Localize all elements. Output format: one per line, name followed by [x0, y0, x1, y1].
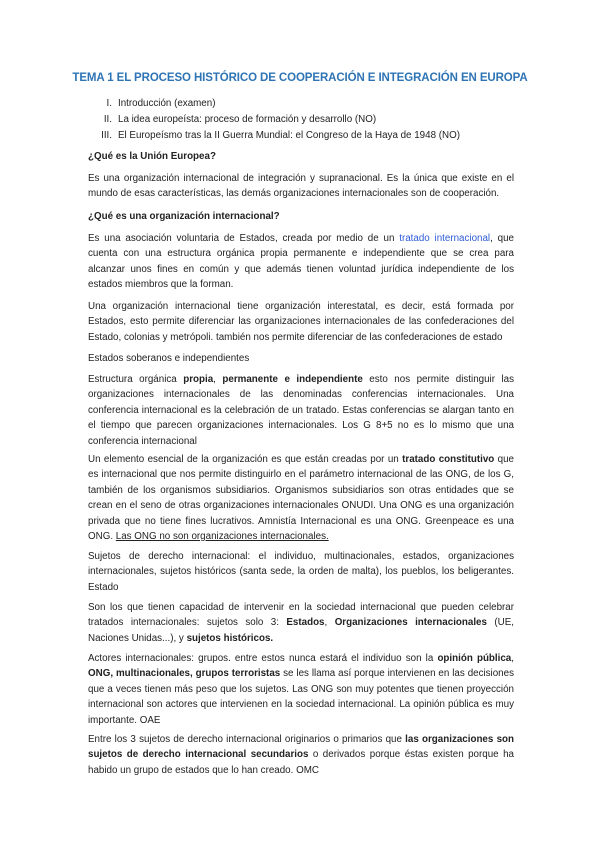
paragraph-organic-structure — [88, 372, 514, 449]
text-span: , — [324, 617, 335, 629]
text-span: (UE, Naciones Unidas...), y — [88, 617, 514, 644]
paragraph-io-definition — [88, 231, 514, 293]
toc-text: La idea europeísta: proceso de formación y desarrollo (NO) — [118, 114, 377, 125]
text-span: , que cuenta con una estructura orgánica propia permanente e independiente que se crea para alcanzar unos fines en común y que además tienen voluntad jurídica independiente de los estados miembros que la forman. — [88, 233, 514, 291]
bold-text: permanente e independiente — [222, 374, 363, 385]
toc-number: II. — [103, 114, 112, 125]
toc-item — [88, 128, 460, 144]
toc-item — [88, 96, 460, 112]
text-span: Entre los 3 sujetos de derecho internacional originarios o primarios que — [88, 734, 406, 745]
paragraph-eu-definition: Es una organización internacional de integración y supranacional. Es la única que existe en el mundo de esas características, las demás organizaciones internacionales son de cooperación. — [88, 173, 514, 200]
bold-text: ONG, multinacionales, grupos terroristas — [88, 668, 281, 680]
paragraph-secondary-subjects — [88, 732, 514, 778]
bold-text: opinión pública — [437, 653, 512, 664]
paragraph-international-subjects: Sujetos de derecho internacional: el individuo, multinacionales, estados, organizaciones internacionales, sujetos históricos (santa sede, la orden de malta), los pueblos, los beligerantes. Estado — [88, 551, 514, 593]
toc-number: I. — [106, 98, 112, 109]
text-span: se les llama así porque intervienen en las decisiones que a veces tienen más peso que los sujetos. Las ONG son muy potentes que tienen proyección internacional son actores que intervienen en la sociedad internacional. La opinión pública es muy importante. OAE — [88, 668, 514, 726]
text-span: Un elemento esencial de la organización es que están creadas por un — [88, 454, 403, 465]
toc-text: Introducción (examen) — [118, 98, 216, 109]
bold-text: Estados — [286, 617, 325, 629]
text-span: Actores internacionales: grupos. entre estos nunca estará el individuo son la — [88, 653, 438, 664]
paragraph-sovereign-states: Estados soberanos e independientes — [88, 353, 250, 364]
paragraph-subject-capacity — [88, 600, 514, 646]
text-span: Estructura orgánica — [88, 374, 184, 385]
text-span: Es una asociación voluntaria de Estados, creada por medio de un — [88, 233, 400, 244]
table-of-contents — [88, 96, 460, 144]
bold-text: propia — [183, 374, 214, 385]
bold-text: Organizaciones internacionales — [334, 617, 487, 629]
underlined-text: Las ONG no son organizaciones internacionales. — [115, 531, 329, 543]
tratado-internacional-link[interactable]: tratado internacional — [399, 233, 491, 244]
text-span: , — [213, 374, 223, 385]
toc-item — [88, 112, 460, 128]
text-span: que es internacional que nos permite distinguirlo en el parámetro internacional de las ONG, de los G, también de los organismos subsidiarios. Organismos subsidiarios son otras entidades que se crean en el seno de otras organizaciones internacionales ONUDI. Una ONG es una organización privada que no tiene fines lucrativos. Amnistía Internacional es una ONG. Greenpeace es una ONG. — [88, 454, 515, 543]
paragraph-interstate: Una organización internacional tiene organización interestatal, es decir, está formada por Estados, esto permite diferenciar las organizaciones internacionales de las confederaciones del Estado, colonias y metrópoli. también nos permite diferenciar de las confederaciones de estado — [88, 301, 514, 343]
text-span: , — [511, 653, 514, 664]
text-span: esto nos permite distinguir las organizaciones internacionales de las denominadas conferencias internacionales. Una conferencia internacional es la celebración de un tratado. Estas conferencias se alargan tanto en el tiempo que parecen organizaciones internacionales. Los G 8+5 no es lo mismo que una conferencia internacional — [88, 374, 514, 447]
paragraph-international-actors — [88, 651, 514, 728]
text-span: o derivados porque éstas existen porque ha habido un grupo de estados que lo han creado. OMC — [88, 749, 514, 776]
text-span: Son los que tienen capacidad de intervenir en la sociedad internacional que pueden celebrar tratados internacionales: sujetos solo 3: — [88, 602, 514, 629]
toc-number: III. — [101, 130, 112, 141]
question-heading-io: ¿Qué es una organización internacional? — [88, 211, 280, 222]
paragraph-constitutive-treaty — [88, 452, 514, 544]
bold-text: las organizaciones son sujetos de derecho internacional secundarios — [88, 734, 514, 761]
bold-text: sujetos históricos. — [186, 632, 274, 644]
toc-text: El Europeísmo tras la II Guerra Mundial: el Congreso de la Haya de 1948 (NO) — [118, 130, 460, 141]
bold-text: tratado constitutivo — [402, 454, 495, 465]
page-title: TEMA 1 EL PROCESO HISTÓRICO DE COOPERACIÓN E INTEGRACIÓN EN EUROPA — [72, 72, 528, 84]
question-heading-eu: ¿Qué es la Unión Europea? — [88, 151, 216, 162]
